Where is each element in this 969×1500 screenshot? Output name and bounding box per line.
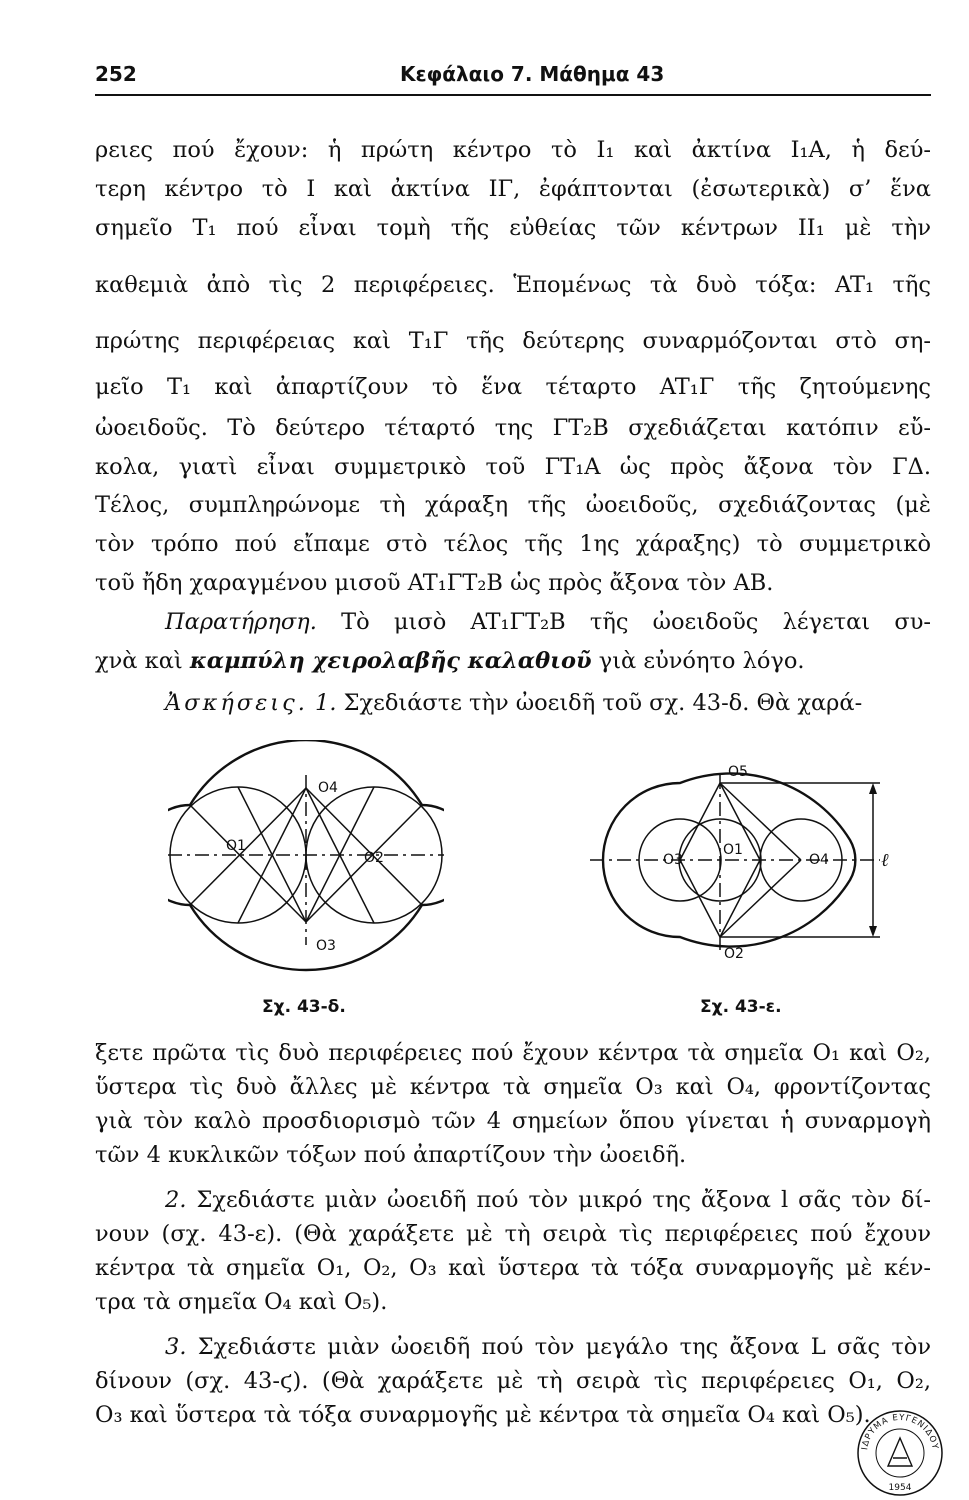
remark-line xyxy=(95,607,931,637)
page-number: 252 xyxy=(95,62,137,86)
label-l: ℓ xyxy=(881,850,889,871)
label-o4: O4 xyxy=(318,780,338,796)
remark-text: χνὰ καὶ xyxy=(95,648,190,674)
exercise-line: O₃ καὶ ὕστερα τὰ τόξα συναρμογῆς μὲ κέντρα τὰ σημεῖα O₄ καὶ O₅). xyxy=(95,1402,871,1428)
exercise-line: ὕστερα τὶς δυὸ ἄλλες μὲ κέντρα τὰ σημεῖα O₃ καὶ O₄, φροντίζοντας xyxy=(95,1074,931,1100)
body-line: Τέλος, συμπληρώνομε τὴ χάραξη τῆς ὠοειδοῦς, σχεδιάζοντας (μὲ xyxy=(95,492,931,518)
label-o3: O3 xyxy=(663,852,683,868)
exercise-number: 2. xyxy=(165,1187,187,1213)
header-rule xyxy=(95,94,931,96)
svg-text:ΙΔΡΥΜΑ ΕΥΓΕΝΙΔΟΥ: ΙΔΡΥΜΑ ΕΥΓΕΝΙΔΟΥ xyxy=(860,1412,940,1451)
label-o4: O4 xyxy=(809,852,829,868)
exercise-line: κέντρα τὰ σημεῖα O₁, O₂, O₃ καὶ ὕστερα τὰ τόξα συναρμογῆς μὲ κέν- xyxy=(95,1255,931,1281)
dimension-arrow xyxy=(869,926,877,937)
body-line: κολα, γιατὶ εἶναι συμμετρικὸ τοῦ ΓT₁A ὡς πρὸς ἄξονα τὸν ΓΔ. xyxy=(95,454,931,480)
dimension-arrow xyxy=(869,783,877,794)
seal-year: 1954 xyxy=(888,1483,912,1493)
caption-43d: Σχ. 43-δ. xyxy=(262,997,346,1017)
exercise-line: γιὰ τὸν καλὸ προσδιορισμὸ τῶν 4 σημείων ὅπου γίνεται ἡ συναρμογὴ xyxy=(95,1108,931,1134)
body-line: σημεῖο T₁ πού εἶναι τομὴ τῆς εὐθείας τῶν κέντρων II₁ μὲ τὴν xyxy=(95,215,931,241)
construction-line xyxy=(680,860,720,937)
exercise-line: νουν (σχ. 43-ε). (Θὰ χαράξετε μὲ τὴ σειρὰ τὶς περιφέρειες πού ἔχουν xyxy=(95,1221,931,1247)
exercises-heading-line xyxy=(95,688,931,718)
exercise-line xyxy=(95,1332,931,1362)
running-header xyxy=(95,58,931,98)
body-line: τοῦ ἤδη χαραγμένου μισοῦ AT₁ΓT₂B ὡς πρὸς ἄξονα τὸν AB. xyxy=(95,570,774,596)
construction-line xyxy=(680,783,720,860)
exercise-line: ξετε πρῶτα τὶς δυὸ περιφέρειες πού ἔχουν κέντρα τὰ σημεῖα O₁ καὶ O₂, xyxy=(95,1040,931,1066)
exercise-line: τρα τὰ σημεῖα O₄ καὶ O₅). xyxy=(95,1289,388,1315)
body-line: καθεμιὰ ἀπὸ τὶς 2 περιφέρειες. Ἑπομένως τὰ δυὸ τόξα: AT₁ τῆς xyxy=(95,272,931,298)
exercise-text: Σχεδιάστε μιὰν ὠοειδῆ πού τὸν μεγάλο της ἄξονα L σᾶς τὸν xyxy=(186,1334,931,1360)
label-o2: O2 xyxy=(364,850,384,866)
body-line: τερη κέντρο τὸ I καὶ ἀκτίνα IΓ, ἐφάπτονται (ἐσωτερικὰ) σ’ ἕνα xyxy=(95,176,931,202)
remark-text: γιὰ εὐνόητο λόγο. xyxy=(591,648,805,674)
body-line: ρειες πού ἔχουν: ἡ πρώτη κέντρο τὸ I₁ καὶ ἀκτίνα I₁A, ἡ δεύ- xyxy=(95,137,931,163)
body-line: μεῖο T₁ καὶ ἀπαρτίζουν τὸ ἕνα τέταρτο AT₁Γ τῆς ζητούμενης xyxy=(95,374,931,400)
caption-43e: Σχ. 43-ε. xyxy=(700,997,782,1017)
label-o3: O3 xyxy=(316,938,336,954)
construction-line xyxy=(720,860,760,937)
figure-43e xyxy=(590,740,900,980)
body-line: τὸν τρόπο πού εἴπαμε στὸ τέλος τῆς 1ης χάραξης) τὸ συμμετρικὸ xyxy=(95,531,931,557)
label-o2: O2 xyxy=(724,946,744,962)
exercise-line xyxy=(95,1185,931,1215)
exercise-line: τῶν 4 κυκλικῶν τόξων πού ἀπαρτίζουν τὴν ὠοειδῆ. xyxy=(95,1142,687,1168)
exercises-label: Ἀσκήσεις. xyxy=(165,690,308,716)
label-o5: O5 xyxy=(728,764,748,780)
body-line: πρώτης περιφέρειας καὶ T₁Γ τῆς δεύτερης συναρμόζονται στὸ ση- xyxy=(95,328,931,354)
exercise-number: 3. xyxy=(165,1334,187,1360)
remark-line xyxy=(95,646,931,676)
chapter-title: Κεφάλαιο 7. Μάθημα 43 xyxy=(400,62,665,86)
remark-text: Τὸ μισὸ AT₁ΓT₂B τῆς ὠοειδοῦς λέγεται συ- xyxy=(316,609,931,635)
figure-43d xyxy=(168,740,444,990)
foundation-seal-icon xyxy=(855,1408,945,1498)
label-o1: O1 xyxy=(723,842,743,858)
exercise-line: δίνουν (σχ. 43-ϛ). (Θὰ χαράξετε μὲ τὴ σειρὰ τὶς περιφέρειες O₁, O₂, xyxy=(95,1368,931,1394)
remark-bold-terms: καμπύλη χειρολαβῆς καλαθιοῦ xyxy=(189,648,592,674)
label-o1: O1 xyxy=(226,838,246,854)
exercise-text: Σχεδιάστε τὴν ὠοειδῆ τοῦ σχ. 43-δ. Θὰ χαρά- xyxy=(336,690,863,716)
exercise-number: 1. xyxy=(315,690,337,716)
exercise-text: Σχεδιάστε μιὰν ὠοειδῆ πού τὸν μικρό της ἄξονα l σᾶς τὸν δί- xyxy=(186,1187,931,1213)
remark-label: Παρατήρηση. xyxy=(165,609,317,635)
body-line: ὠοειδοῦς. Τὸ δεύτερο τέταρτό της ΓT₂B σχεδιάζεται κατόπιν εὔ- xyxy=(95,415,931,441)
